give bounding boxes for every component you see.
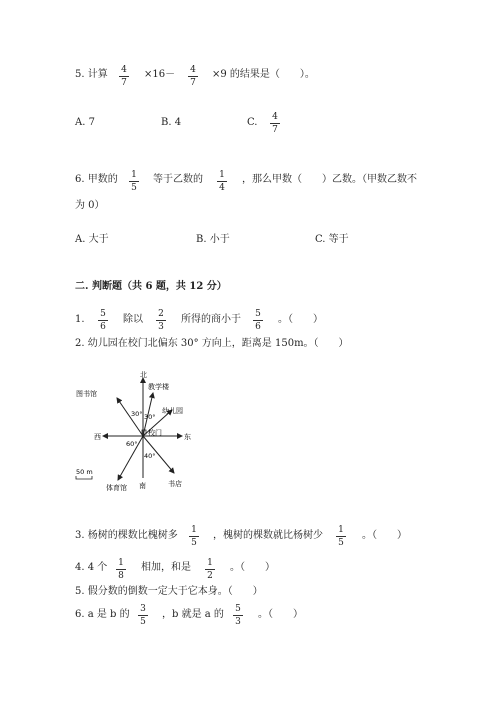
q6-fraction-2	[215, 170, 229, 193]
numerator: 4	[190, 65, 196, 75]
denominator: 5	[131, 183, 137, 193]
q5-suffix: ×9 的结果是（ ）。	[212, 69, 315, 80]
label-kindergarten: 幼儿园	[162, 407, 183, 415]
denominator: 3	[235, 617, 241, 627]
q5-option-c-label: C.	[247, 117, 258, 128]
numerator: 1	[191, 525, 197, 535]
numerator: 1	[207, 558, 213, 568]
j4-fraction-2	[203, 558, 217, 581]
label-east: 东	[184, 433, 191, 441]
j4-prefix: 4. 4 个	[75, 562, 108, 573]
q5-option-c-fraction	[268, 112, 282, 135]
numerator: 1	[338, 525, 344, 535]
j4-fraction-1	[114, 558, 128, 581]
label-gym: 体育馆	[106, 484, 127, 492]
label-scale: 50 m	[76, 468, 93, 476]
j1-suffix: 。（ ）	[278, 314, 323, 325]
j1-fraction-1	[96, 309, 110, 332]
label-west: 西	[94, 433, 101, 441]
q5-fraction-1	[117, 65, 131, 88]
label-teaching-building: 教学楼	[148, 383, 169, 391]
j1-middle-1: 除以	[123, 314, 143, 325]
direction-map	[70, 368, 220, 493]
q6-option-c: C. 等于	[315, 234, 349, 245]
q5-middle: ×16－	[144, 69, 176, 80]
denominator: 4	[219, 183, 225, 193]
numerator: 2	[158, 309, 164, 319]
label-library: 图书馆	[76, 390, 97, 398]
q6-line2: 为 0）	[75, 200, 105, 211]
label-south: 南	[139, 482, 146, 490]
j6-middle: ，b 就是 a 的	[162, 609, 224, 620]
denominator: 5	[140, 617, 146, 627]
scale-bar	[76, 476, 92, 479]
denominator: 2	[207, 571, 213, 581]
numerator: 4	[272, 112, 278, 122]
j3-fraction-1	[187, 525, 201, 548]
numerator: 5	[255, 309, 261, 319]
j4-middle: 相加，和是	[141, 562, 191, 573]
numerator: 4	[121, 65, 127, 75]
q6-middle: 等于乙数的	[153, 174, 203, 185]
denominator: 6	[100, 322, 106, 332]
denominator: 6	[255, 322, 261, 332]
j6-prefix: 6. a 是 b 的	[75, 609, 130, 620]
numerator: 1	[131, 170, 137, 180]
q6-prefix: 6. 甲数的	[75, 174, 118, 185]
q6-fraction-1	[127, 170, 141, 193]
numerator: 1	[118, 558, 124, 568]
label-angle-30-right: 30°	[144, 413, 156, 421]
label-north: 北	[140, 371, 147, 379]
numerator: 1	[219, 170, 225, 180]
q5-option-b: B. 4	[161, 117, 182, 128]
q5-fraction-2	[186, 65, 200, 88]
label-angle-60: 60°	[126, 440, 138, 448]
denominator: 3	[158, 322, 164, 332]
label-angle-40: 40°	[144, 452, 156, 460]
j3-middle: ，槐树的棵数就比杨树少	[213, 530, 323, 541]
j3-prefix: 3. 杨树的棵数比槐树多	[75, 530, 178, 541]
denominator: 5	[338, 538, 344, 548]
q6-option-a: A. 大于	[75, 234, 109, 245]
judgement-5: 5. 假分数的倒数一定大于它本身。（ ）	[75, 586, 263, 597]
section-2-title: 二. 判断题（共 6 题，共 12 分）	[75, 281, 227, 292]
label-school-gate: 校门	[148, 429, 162, 437]
j3-suffix: 。（ ）	[362, 530, 407, 541]
j6-fraction-1	[136, 604, 150, 627]
label-bookstore: 书店	[168, 480, 182, 488]
q5-prefix: 5. 计算	[75, 69, 108, 80]
numerator: 5	[235, 604, 241, 614]
label-angle-30-left: 30°	[131, 410, 143, 418]
denominator: 8	[118, 571, 124, 581]
judgement-2: 2. 幼儿园在校门北偏东 30° 方向上，距离是 150m。（ ）	[75, 338, 349, 349]
numerator: 3	[140, 604, 146, 614]
j1-fraction-3	[251, 309, 265, 332]
denominator: 7	[190, 78, 196, 88]
q6-suffix: ，那么甲数（ ）乙数。（甲数乙数不	[242, 174, 417, 185]
j6-suffix: 。（ ）	[258, 609, 303, 620]
q5-option-a: A. 7	[75, 117, 95, 128]
j1-prefix: 1.	[75, 314, 85, 325]
j6-fraction-2	[231, 604, 245, 627]
j1-middle-2: 所得的商小于	[181, 314, 241, 325]
j1-fraction-2	[154, 309, 168, 332]
denominator: 7	[121, 78, 127, 88]
j4-suffix: 。（ ）	[230, 562, 275, 573]
denominator: 5	[191, 538, 197, 548]
numerator: 5	[100, 309, 106, 319]
j3-fraction-2	[334, 525, 348, 548]
denominator: 7	[272, 125, 278, 135]
q6-option-b: B. 小于	[196, 234, 230, 245]
